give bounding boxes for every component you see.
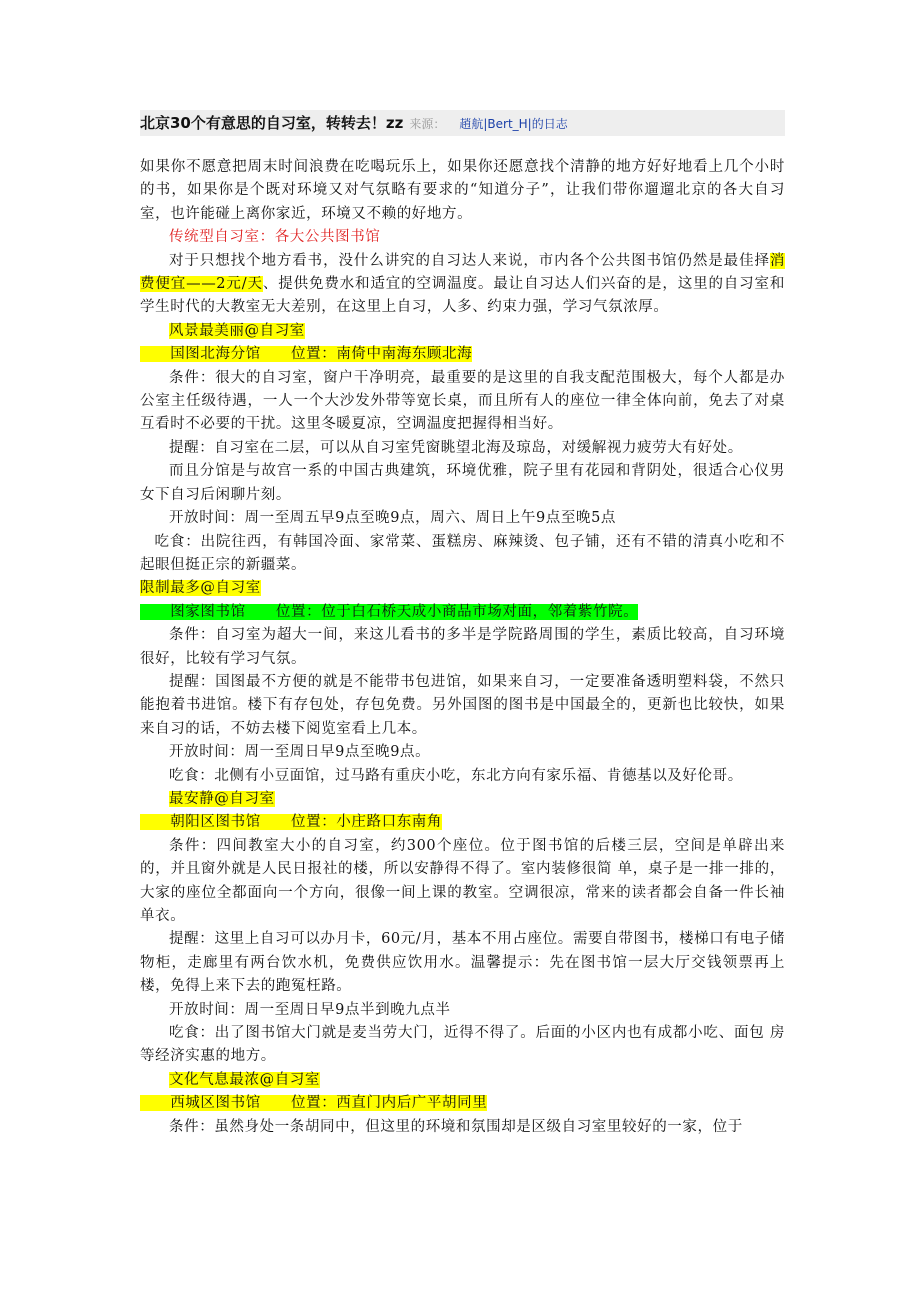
tip-paragraph: 提醒：国图最不方便的就是不能带书包进馆，如果来自习，一定要准备透明塑料袋，不然只能抱着书进馆。楼下有存包处，存包免费。另外国图的图书是中国最全的，更新也比较快，如果来自习的话，不妨去楼下阅览室看上几本。 <box>140 673 785 737</box>
hours-paragraph: 开放时间：周一至周五早9点至晚9点，周六、周日上午9点至晚5点 <box>169 510 616 527</box>
tip-paragraph: 提醒：这里上自习可以办月卡，60元/月，基本不用占座位。需要自带图书，楼梯口有电子储物柜，走廊里有两台饮水机，免费供应饮用水。温馨提示：先在图书馆一层大厅交钱领票再上楼，免得上来下去的跑冤枉路。 <box>140 931 785 995</box>
tip-paragraph: 提醒：自习室在二层，可以从自习室凭窗眺望北海及琼岛，对缓解视力疲劳大有好处。 <box>169 439 743 456</box>
source-link[interactable]: 趙航|Bert_H|的日志 <box>459 117 568 131</box>
condition-paragraph: 条件：很大的自习室，窗户干净明亮，最重要的是这里的自我支配范围极大，每个人都是办公室主任级待遇，一人一个大沙发外带等宽长桌，而且所有人的座位一律全体向前，免去了对桌互看时不必要的干扰。这里冬暖夏凉，空调温度把握得相当好。 <box>140 369 785 433</box>
category-heading: 文化气息最浓@自习室 <box>169 1071 320 1088</box>
condition-paragraph: 条件：虽然身处一条胡同中，但这里的环境和氛围却是区级自习室里较好的一家，位于 <box>169 1118 743 1135</box>
document-page <box>140 110 785 1139</box>
extra-paragraph: 而且分馆是与故宫一系的中国古典建筑，环境优雅，院子里有花园和背阴处，很适合心仪男女下自习后闲聊片刻。 <box>140 463 785 503</box>
hours-paragraph: 开放时间：周一至周日早9点至晚9点。 <box>169 744 431 761</box>
food-paragraph: 吃食：出院往西，有韩国冷面、家常菜、蛋糕房、麻辣烫、包子铺，还有不错的清真小吃和不起眼但挺正宗的新疆菜。 <box>140 533 785 573</box>
title-bar <box>140 110 785 136</box>
page-title: 北京30个有意思的自习室，转转去！zz <box>140 114 404 132</box>
condition-paragraph: 条件：四间教室大小的自习室，约300个座位。位于图书馆的后楼三层，空间是单辟出来的，并且窗外就是人民日报社的楼，所以安静得不得了。室内装修很简 单，桌子是一排一排的，大家的座位全都面向一个方向，很像一间上课的教室。空调很凉，常来的读者都会自备一件长袖单衣。 <box>140 837 785 924</box>
library-line-text: 朝阳区图书馆 位置：小庄路口东南角 <box>170 814 443 831</box>
library-line-text: 图家图书馆 位置：位于白石桥天成小商品市场对面，邻着紫竹院。 <box>170 603 639 620</box>
category-heading: 限制最多@自习室 <box>140 580 261 597</box>
library-location: 位置：南倚中南海东顾北海 <box>291 346 473 363</box>
library-line <box>140 1095 487 1111</box>
source-label: 来源： <box>409 117 446 131</box>
library-line <box>140 346 472 362</box>
category-heading: 最安静@自习室 <box>169 790 275 807</box>
paragraph-text: 、提供免费水和适宜的空调温度。最让自习达人们兴奋的是，这里的自习室和学生时代的大教室无大差别，在这里上自习，人多、约束力强，学习气氛浓厚。 <box>140 276 785 316</box>
food-paragraph: 吃食：出了图书馆大门就是麦当劳大门，近得不得了。后面的小区内也有成都小吃、面包 房等经济实惠的地方。 <box>140 1025 785 1065</box>
section-heading: 传统型自习室：各大公共图书馆 <box>169 229 381 246</box>
library-line <box>140 814 442 830</box>
hours-paragraph: 开放时间：周一至周日早9点半到晚九点半 <box>169 1001 451 1018</box>
price-highlight: 消费便宜——2元/天 <box>140 252 785 293</box>
library-line-text: 西城区图书馆 位置：西直门内后广平胡同里 <box>170 1095 488 1112</box>
article-body <box>140 156 785 1139</box>
library-name: 国图北海分馆 <box>170 346 261 363</box>
food-paragraph: 吃食：北侧有小豆面馆，过马路有重庆小吃，东北方向有家乐福、肯德基以及好伦哥。 <box>169 767 743 784</box>
paragraph-text: 对于只想找个地方看书，没什么讲究的自习达人来说，市内各个公共图书馆仍然是最佳择 <box>169 252 770 269</box>
section-paragraph <box>140 250 785 320</box>
category-heading: 风景最美丽@自习室 <box>169 322 305 339</box>
intro-paragraph: 如果你不愿意把周末时间浪费在吃喝玩乐上，如果你还愿意找个清静的地方好好地看上几个小时的书，如果你是个既对环境又对气氛略有要求的“知道分子”，让我们带你遛遛北京的各大自习室，也许能碰上离你家近，环境又不赖的好地方。 <box>140 159 785 222</box>
condition-paragraph: 条件：自习室为超大一间，来这儿看书的多半是学院路周围的学生，素质比较高，自习环境很好，比较有学习气氛。 <box>140 627 785 667</box>
library-line <box>140 604 638 620</box>
